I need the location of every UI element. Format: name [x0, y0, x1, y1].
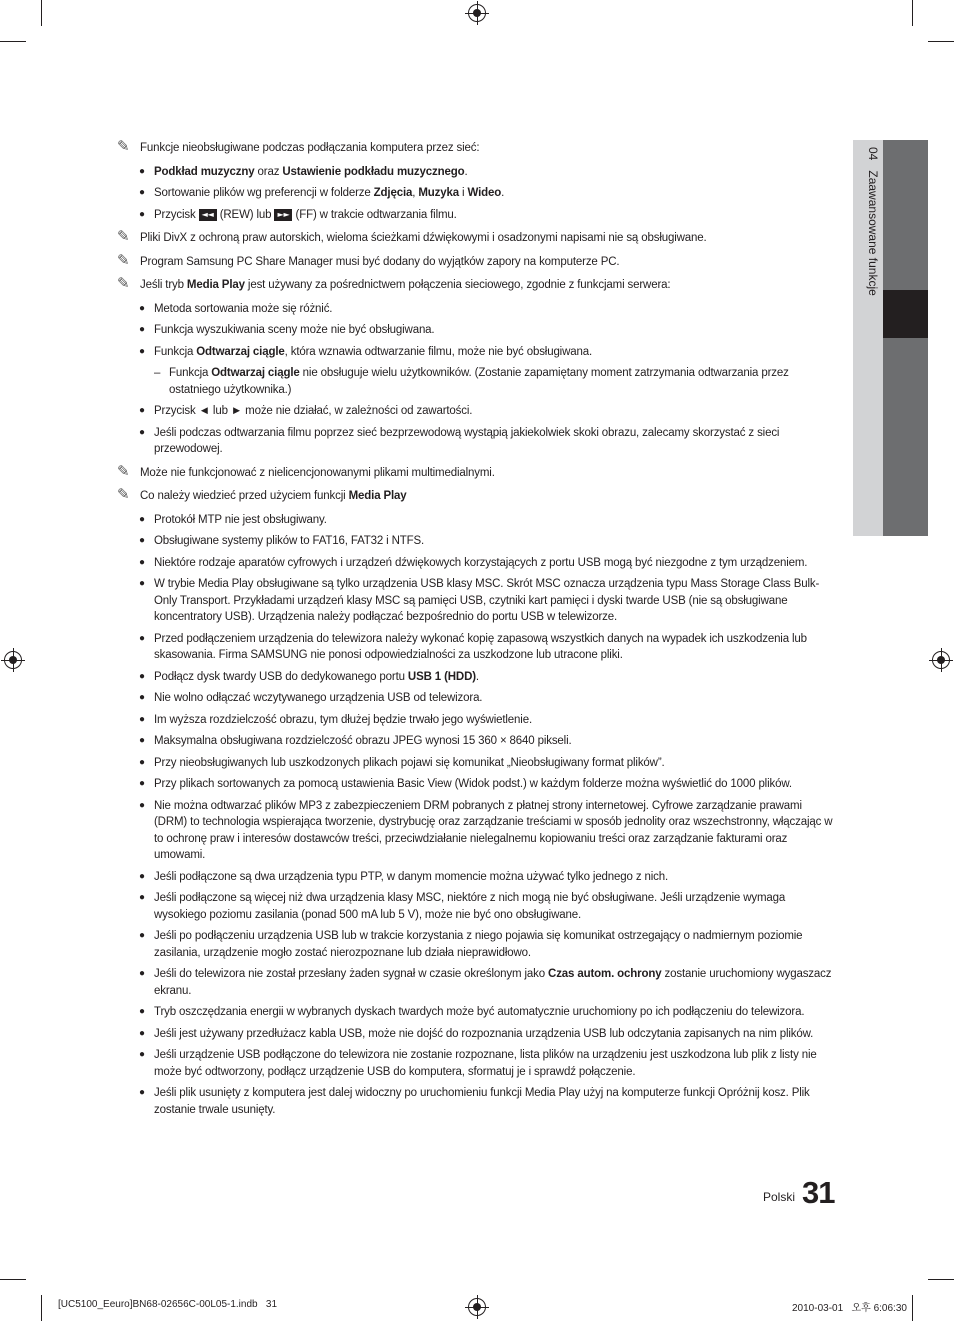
note-text: Pliki DivX z ochroną praw autorskich, wieloma ścieżkami dźwiękowymi i osadzonymi napisami nie są obsługiwane. — [140, 232, 707, 244]
text: . — [501, 187, 505, 199]
text: Jeśli tryb — [140, 279, 187, 291]
chapter-tab-shade — [883, 338, 928, 536]
text: . — [475, 670, 479, 683]
crop-mark — [41, 0, 42, 26]
footer-language: Polski — [763, 1190, 796, 1204]
note-text: Funkcje nieobsługiwane podczas podłączania komputera przez sieć: — [140, 142, 480, 154]
text: Maksymalna obsługiwana rozdzielczość obrazu JPEG wynosi 15 360 × 8640 pikseli. — [154, 735, 572, 747]
list-item — [117, 712, 837, 729]
crop-mark — [41, 1295, 42, 1321]
text: zostanie uruchomiony wygaszacz ekranu. — [154, 968, 832, 997]
keyword: Muzyka — [418, 187, 459, 199]
sub-list-item — [117, 365, 837, 398]
bullet-icon: ● — [139, 426, 145, 438]
list-item — [117, 555, 837, 572]
crop-mark — [928, 1279, 954, 1280]
list-item — [117, 669, 837, 686]
crop-mark — [0, 41, 26, 42]
keyword: Czas autom. ochrony — [548, 968, 662, 980]
list-item — [117, 512, 837, 529]
pencil-note-icon: ✎ — [117, 137, 130, 155]
list-item — [117, 344, 837, 361]
list-item — [117, 755, 837, 772]
keyword: Media Play — [186, 279, 245, 291]
text: Przed podłączeniem urządzenia do telewizora należy wykonać kopię zapasową wszystkich danych na wypadek ich uszkodzenia lub skasowania. Firma SAMSUNG nie ponosi odpowiedzialności za uszkodzone lub utracone pliki. — [154, 632, 807, 661]
bullet-icon: ● — [139, 1049, 145, 1060]
crop-mark — [0, 1279, 26, 1280]
pencil-note-icon: ✎ — [117, 227, 130, 245]
note — [117, 461, 837, 482]
note — [117, 485, 837, 505]
list-item — [117, 403, 837, 420]
registration-mark-icon — [468, 1298, 486, 1316]
text: , — [412, 187, 419, 199]
keyword: Podkład muzyczny — [154, 165, 255, 178]
chapter-number: 04 — [866, 147, 880, 161]
text: i — [459, 187, 468, 199]
text: Im wyższa rozdzielczość obrazu, tym dłużej będzie trwało jego wyświetlenie. — [154, 713, 532, 726]
text: Jeśli podłączone są dwa urządzenia typu PTP, w danym momencie można używać tylko jednego z nich. — [154, 870, 669, 883]
print-slug-date: 2010-03-01 오후 6:06:30 — [792, 1303, 907, 1314]
text: Podłącz dysk twardy USB do dedykowanego portu — [154, 670, 408, 683]
text: Metoda sortowania może się różnić. — [154, 302, 333, 315]
chapter-title: Zaawansowane funkcje — [866, 170, 880, 296]
text: jest używany za pośrednictwem połączenia sieciowego, zgodnie z funkcjami serwera: — [244, 279, 671, 291]
keyword: Zdjęcia — [373, 187, 413, 199]
text: Sortowanie plików wg preferencji w folderze — [154, 187, 374, 199]
list-item — [117, 207, 837, 224]
list-item — [117, 966, 837, 999]
page-number: 31 — [802, 1175, 835, 1210]
text: , która wznawia odtwarzanie filmu, może nie być obsługiwana. — [284, 345, 593, 358]
pencil-note-icon: ✎ — [117, 250, 130, 269]
bullet-icon: ● — [139, 535, 145, 546]
keyword: Odtwarzaj ciągle — [196, 345, 285, 358]
text: W trybie Media Play obsługiwane są tylko urządzenia USB klasy MSC. Skrót MSC oznacza urządzenia typu Mass Storage Class Bulk-Only Transport. Przykładami urządzeń klasy MSC są pamięci USB, czytniki kart pamięci i dyski twarde USB (nie są obsługiwane koncentratory USB). Urządzenia należy podłączać bezpośrednio do portu USB w telewizorze. — [154, 578, 820, 623]
bullet-icon: ● — [139, 930, 145, 941]
list-item — [117, 798, 837, 864]
bullet-icon: ● — [139, 756, 145, 768]
list-item — [117, 425, 837, 458]
bullet-icon: ● — [139, 556, 145, 568]
chapter-label — [860, 147, 880, 407]
text: (REW) lub — [216, 208, 275, 221]
keyword: Odtwarzaj ciągle — [211, 367, 300, 379]
bullet-icon: ● — [139, 713, 145, 725]
list-item — [117, 1004, 837, 1021]
bullet-icon: ● — [139, 345, 145, 357]
list-item — [117, 1047, 837, 1080]
text: Funkcja wyszukiwania sceny może nie być obsługiwana. — [154, 324, 435, 336]
rewind-icon: ◄◄ — [199, 209, 217, 221]
text: Tryb oszczędzania energii w wybranych dyskach twardych może być automatycznie uruchomiony po ich podłączeniu do telewizora. — [154, 1006, 805, 1018]
text: Przycisk ◄ lub ► może nie działać, w zależności od zawartości. — [154, 405, 473, 417]
pencil-note-icon: ✎ — [117, 461, 130, 480]
text: Funkcja — [169, 367, 212, 379]
text: Jeśli urządzenie USB podłączone do telewizora nie zostanie rozpoznane, lista plików na urządzeniu jest uszkodzona lub plik z listy nie może być odtworzony, podłącz urządzenie USB do komputera, sformatuj je i sprawdź połączenie. — [154, 1049, 817, 1078]
text: Przycisk — [154, 208, 199, 221]
text: Nie wolno odłączać wczytywanego urządzenia USB od telewizora. — [154, 692, 483, 704]
bullet-icon: ● — [139, 1087, 145, 1098]
list-item — [117, 631, 837, 664]
keyword: Media Play — [348, 490, 407, 502]
list-item — [117, 1026, 837, 1043]
keyword: Wideo — [467, 187, 502, 199]
text: (FF) w trakcie odtwarzania filmu. — [292, 208, 457, 221]
note — [117, 250, 837, 271]
bullet-icon: ● — [139, 578, 145, 589]
list-item — [117, 776, 837, 793]
bullet-icon: ● — [139, 187, 145, 198]
crop-mark — [928, 41, 954, 42]
text: Przy plikach sortowanych za pomocą ustawienia Basic View (Widok podst.) w każdym folderze można wyświetlić do 1000 plików. — [154, 778, 792, 790]
text: Jeśli do telewizora nie został przesłany żaden sygnał w czasie określonym jako — [154, 968, 549, 980]
note — [117, 274, 837, 294]
text: Co należy wiedzieć przed użyciem funkcji — [140, 490, 349, 502]
text: Protokół MTP nie jest obsługiwany. — [154, 513, 327, 526]
bullet-icon: ● — [139, 1027, 145, 1039]
text: . — [464, 165, 468, 178]
text: Niektóre rodzaje aparatów cyfrowych i urządzeń dźwiękowych korzystających z portu USB mogą być niezgodne z tym urządzeniem. — [154, 556, 808, 569]
page-content — [117, 137, 837, 1123]
crop-mark — [912, 1295, 913, 1321]
bullet-icon: ● — [139, 778, 145, 789]
note-text: Może nie funkcjonować z nielicencjonowanymi plikami multimedialnymi. — [140, 466, 495, 479]
registration-mark-icon — [468, 4, 486, 22]
list-item — [117, 869, 837, 886]
note — [117, 227, 837, 247]
bullet-icon: ● — [139, 692, 145, 703]
bullet-icon: ● — [139, 165, 145, 177]
list-item — [117, 185, 837, 202]
text: Przy nieobsługiwanych lub uszkodzonych plikach pojawi się komunikat „Nieobsługiwany format plików”. — [154, 756, 665, 769]
note-text: Program Samsung PC Share Manager musi być dodany do wyjątków zapory na komputerze PC. — [140, 255, 620, 268]
text: Jeśli plik usunięty z komputera jest dalej widoczny po uruchomieniu funkcji Media Play użyj na komputerze funkcji Opróżnij kosz. Plik zostanie trwale usunięty. — [154, 1087, 810, 1116]
bullet-icon: ● — [139, 1006, 145, 1017]
text: Nie można odtwarzać plików MP3 z zabezpieczeniem DRM pobranych z płatnej strony internetowej. Cyfrowe zarządzanie prawami (DRM) to technologia wspierająca tworzenie, dystrybucję oraz zarządzanie treściami w sposób jednolity oraz wszechstronny, włączając w to ochronę praw i interesów dostawców treści, przeciwdziałanie nielegalnemu kopiowaniu treści oraz zarządzanie fakturami oraz umowami. — [154, 799, 833, 861]
list-item — [117, 576, 837, 626]
pencil-note-icon: ✎ — [117, 485, 130, 503]
registration-mark-icon — [4, 651, 22, 669]
bullet-icon: ● — [139, 968, 145, 979]
registration-mark-icon — [932, 651, 950, 669]
bullet-icon: ● — [139, 632, 145, 644]
text: Jeśli podłączone są więcej niż dwa urządzenia klasy MSC, niektóre z nich mogą nie być obsługiwane. Jeśli urządzenie wymaga wysokiego poziomu zasilania (ponad 500 mA lub 5 V), może nie być ono obsługiwane. — [154, 892, 786, 921]
bullet-icon: ● — [139, 302, 145, 314]
text: nie obsługuje wielu użytkowników. (Zostanie zapamiętany moment zatrzymania odtwarzania przez ostatniego użytkownika.) — [169, 367, 789, 396]
chapter-tab-active-marker — [883, 290, 928, 338]
crop-mark — [912, 0, 913, 26]
bullet-icon: ● — [139, 324, 145, 335]
keyword: Ustawienie podkładu muzycznego — [282, 165, 465, 178]
text: Funkcja — [154, 345, 197, 358]
list-item — [117, 928, 837, 961]
bullet-icon: ● — [139, 892, 145, 903]
keyword: USB 1 (HDD) — [407, 670, 476, 683]
text: Jeśli po podłączeniu urządzenia USB lub w trakcie korzystania z niego pojawia się komunikat ostrzegający o nadmiernym poziomie zasilania, urządzenie mogło zostać nierozpoznane lub działa nieprawidłowo. — [154, 930, 803, 959]
list-item — [117, 1085, 837, 1118]
bullet-icon: ● — [139, 870, 145, 882]
dash-mark: – — [154, 367, 161, 379]
list-item — [117, 322, 837, 339]
text: Jeśli podczas odtwarzania filmu poprzez sieć bezprzewodową wystąpią jakiekolwiek skoki obrazu, zalecamy skorzystać z sieci przewodowej. — [154, 426, 780, 455]
list-item — [117, 533, 837, 550]
print-slug-file: [UC5100_Eeuro]BN68-02656C-00L05-1.indb 31 — [58, 1299, 278, 1310]
text: Obsługiwane systemy plików to FAT16, FAT32 i NTFS. — [154, 535, 425, 547]
bullet-icon: ● — [139, 735, 145, 746]
bullet-icon: ● — [139, 513, 145, 525]
fast-forward-icon: ►► — [274, 209, 292, 221]
bullet-icon: ● — [139, 208, 145, 220]
list-item — [117, 890, 837, 923]
pencil-note-icon: ✎ — [117, 274, 130, 292]
bullet-icon: ● — [139, 799, 145, 811]
bullet-icon: ● — [139, 670, 145, 682]
chapter-tab-shade — [883, 140, 928, 290]
list-item — [117, 301, 837, 318]
list-item — [117, 733, 837, 750]
bullet-icon: ● — [139, 405, 145, 416]
text: Jeśli jest używany przedłużacz kabla USB, może nie dojść do rozpoznania urządzenia USB lub odczytania zapisanych na nim plików. — [154, 1027, 814, 1040]
list-item — [117, 164, 837, 181]
list-item — [117, 690, 837, 707]
text: oraz — [254, 165, 283, 178]
note — [117, 137, 837, 157]
